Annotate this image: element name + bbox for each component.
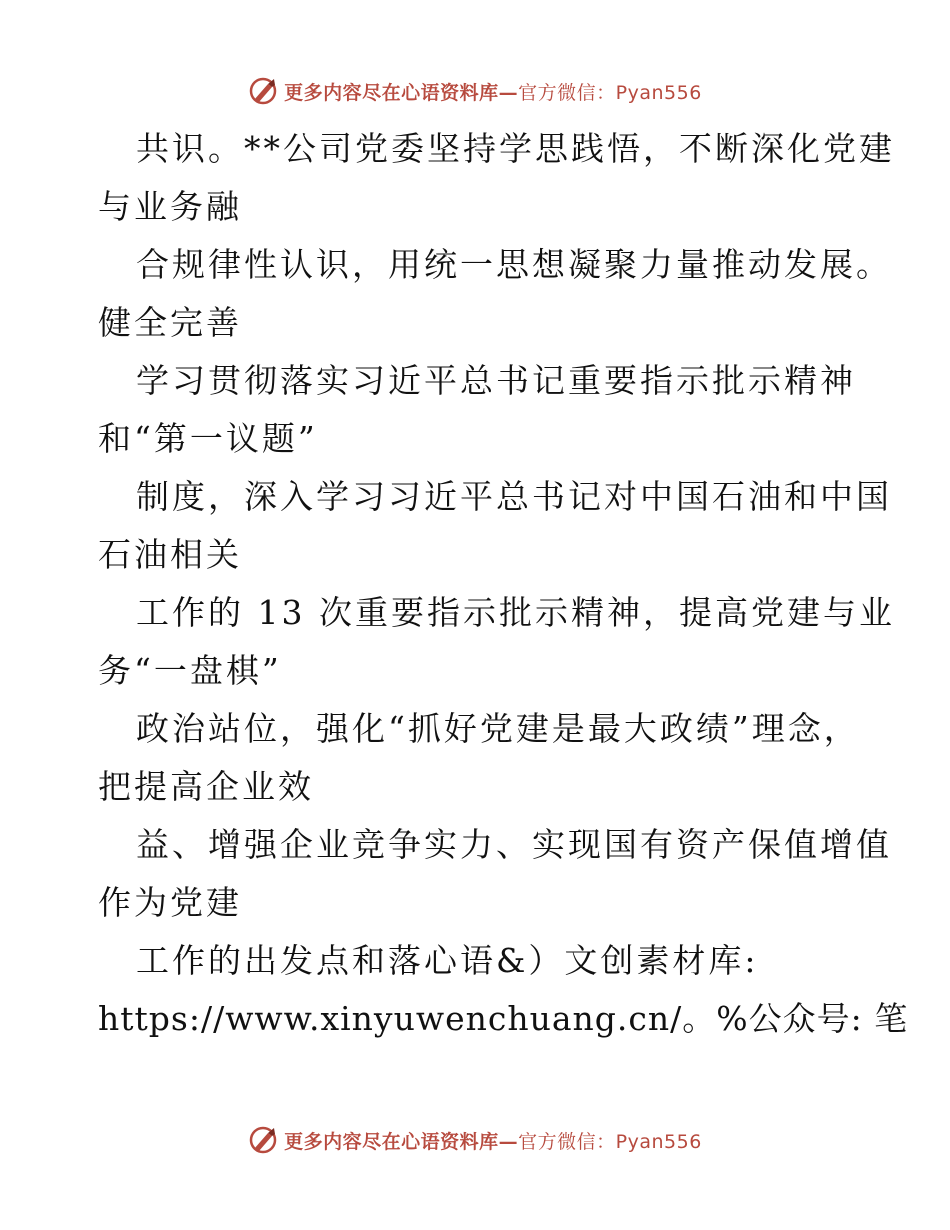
text-line: 工作的出发点和落心语&）文创素材库: bbox=[136, 941, 759, 980]
text-line: 石油相关 bbox=[98, 535, 242, 574]
footer-banner bbox=[0, 1120, 950, 1160]
text-line: 政治站位，强化“抓好党建是最大政绩”理念， bbox=[136, 709, 860, 748]
text-line: 益、增强企业竞争实力、实现国有资产保值增值 bbox=[136, 825, 892, 864]
text-line: 把提高企业效 bbox=[98, 767, 314, 806]
text-line: 和“第一议题” bbox=[98, 419, 318, 458]
pen-nib-logo-icon bbox=[248, 76, 278, 106]
footer-banner-text: 更多内容尽在心语资料库—官方微信：Pyan556 bbox=[284, 1130, 702, 1153]
pen-nib-logo-icon bbox=[248, 1125, 278, 1155]
text-line: 学习贯彻落实习近平总书记重要指示批示精神 bbox=[136, 361, 856, 400]
text-line: 与业务融 bbox=[98, 187, 242, 226]
text-line: 合规律性认识，用统一思想凝聚力量推动发展。 bbox=[136, 245, 892, 284]
text-line: 共识。**公司党委坚持学思践悟，不断深化党建 bbox=[136, 129, 895, 168]
text-line: 作为党建 bbox=[98, 883, 242, 922]
document-body bbox=[98, 120, 909, 1048]
text-line-url: https://www.xinyuwenchuang.cn/。%公众号: 笔 bbox=[98, 999, 909, 1038]
text-line: 务“一盘棋” bbox=[98, 651, 282, 690]
text-line: 工作的 13 次重要指示批示精神，提高党建与业 bbox=[136, 593, 895, 632]
text-line: 健全完善 bbox=[98, 303, 242, 342]
header-banner-text: 更多内容尽在心语资料库—官方微信：Pyan556 bbox=[284, 81, 702, 104]
header-banner bbox=[0, 71, 950, 111]
text-line: 制度，深入学习习近平总书记对中国石油和中国 bbox=[136, 477, 892, 516]
